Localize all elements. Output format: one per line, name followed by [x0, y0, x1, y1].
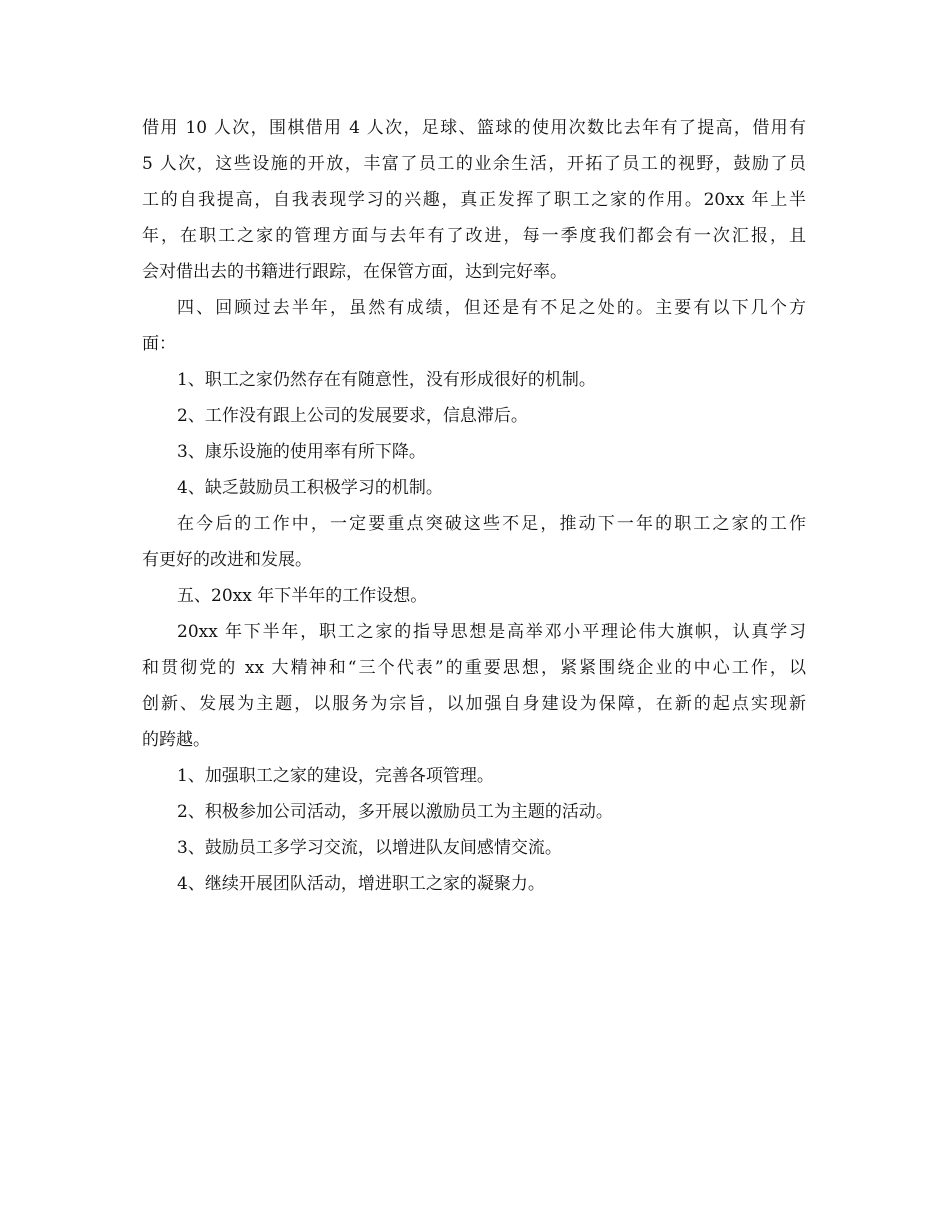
paragraph-line: 20xx 年下半年，职工之家的指导思想是高举邓小平理论伟大旗帜，认真学习 — [177, 622, 806, 642]
paragraph-line: 在今后的工作中，一定要重点突破这些不足，推动下一年的职工之家的工作 — [177, 514, 806, 534]
list-item: 4、缺乏鼓励员工积极学习的机制。 — [177, 478, 443, 498]
list-item: 2、积极参加公司活动，多开展以激励员工为主题的活动。 — [177, 802, 613, 822]
section-heading-line: 面： — [142, 334, 176, 354]
list-item: 1、加强职工之家的建设，完善各项管理。 — [177, 766, 494, 786]
paragraph-line: 和贯彻党的 xx 大精神和“三个代表”的重要思想，紧紧围绕企业的中心工作，以 — [142, 658, 806, 678]
list-item: 4、继续开展团队活动，增进职工之家的凝聚力。 — [177, 874, 545, 894]
list-item: 3、鼓励员工多学习交流，以增进队友间感情交流。 — [177, 838, 562, 858]
paragraph-line: 有更好的改进和发展。 — [142, 550, 312, 570]
paragraph-line: 工的自我提高，自我表现学习的兴趣，真正发挥了职工之家的作用。20xx 年上半 — [142, 190, 806, 210]
list-item: 2、工作没有跟上公司的发展要求，信息滞后。 — [177, 406, 528, 426]
paragraph-line: 创新、发展为主题，以服务为宗旨，以加强自身建设为保障，在新的起点实现新 — [142, 694, 806, 714]
section-heading-line: 五、20xx 年下半年的工作设想。 — [177, 586, 428, 606]
paragraph-line: 借用 10 人次，围棋借用 4 人次，足球、篮球的使用次数比去年有了提高，借用有 — [142, 118, 806, 138]
list-item: 3、康乐设施的使用率有所下降。 — [177, 442, 426, 462]
paragraph-line: 的跨越。 — [142, 730, 210, 750]
list-item: 1、职工之家仍然存在有随意性，没有形成很好的机制。 — [177, 370, 596, 390]
paragraph-line: 会对借出去的书籍进行跟踪，在保管方面，达到完好率。 — [142, 262, 567, 282]
paragraph-line: 5 人次，这些设施的开放，丰富了员工的业余生活，开拓了员工的视野，鼓励了员 — [142, 154, 806, 174]
document-page — [142, 110, 806, 902]
section-heading-line: 四、回顾过去半年，虽然有成绩，但还是有不足之处的。主要有以下几个方 — [177, 298, 806, 318]
paragraph-line: 年，在职工之家的管理方面与去年有了改进，每一季度我们都会有一次汇报，且 — [142, 226, 806, 246]
